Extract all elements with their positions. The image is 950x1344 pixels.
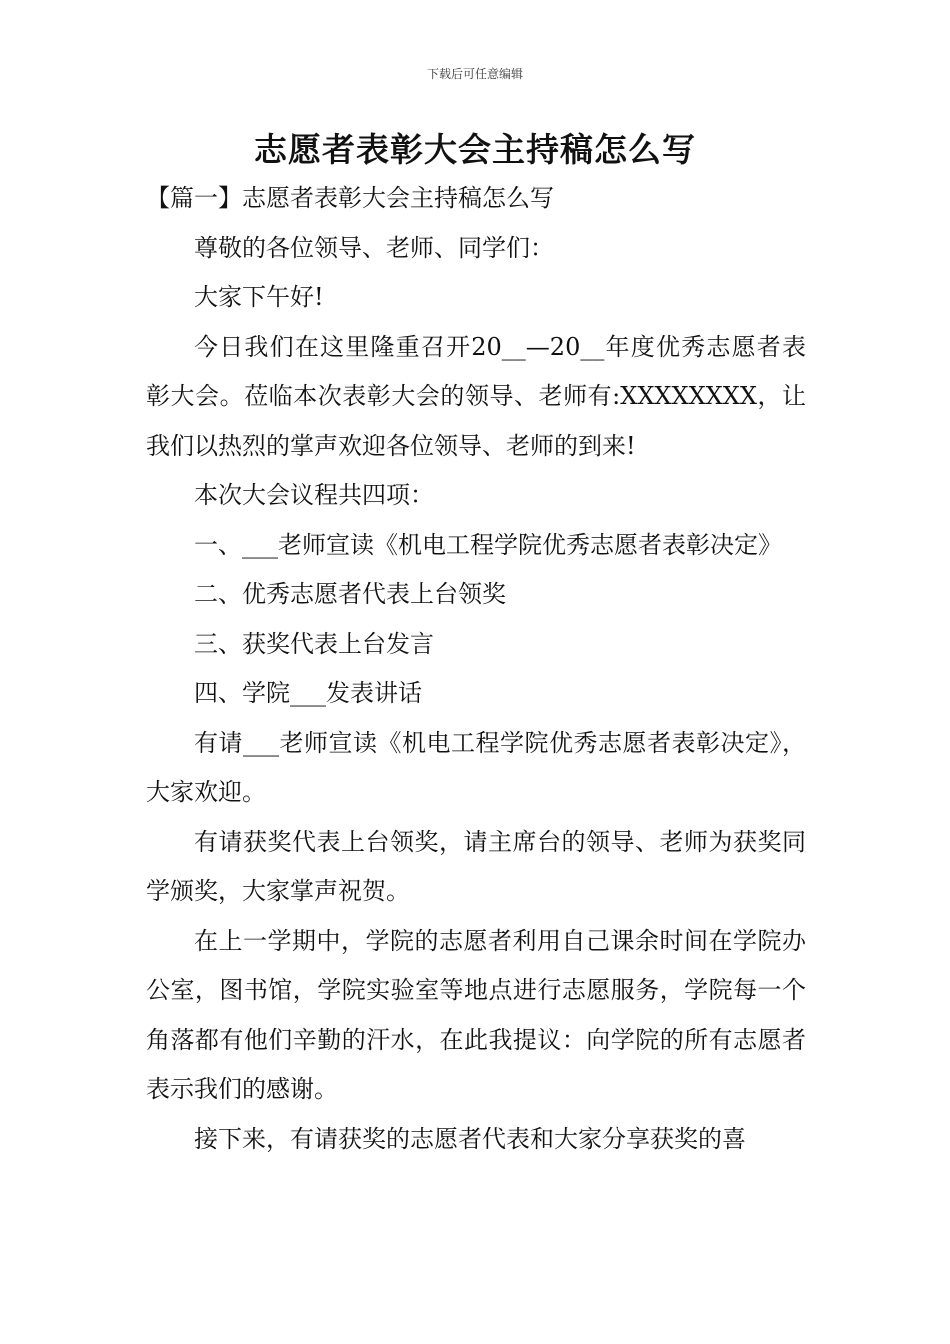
section-heading: 【篇一】志愿者表彰大会主持稿怎么写 <box>146 184 554 212</box>
paragraph-opening: 今日我们在这里隆重召开20__—20__年度优秀志愿者表彰大会。莅临本次表彰大会的领导、老师有:XXXXXXXX，让我们以热烈的掌声欢迎各位领导、老师的到来! <box>146 332 806 460</box>
header-note: 下载后可任意编辑 <box>426 67 523 81</box>
document-body <box>146 174 806 1164</box>
paragraph-hello: 大家下午好! <box>194 283 324 311</box>
paragraph-invite-award: 有请获奖代表上台领奖，请主席台的领导、老师为获奖同学颁奖，大家掌声祝贺。 <box>146 827 806 905</box>
paragraph-greeting: 尊敬的各位领导、老师、同学们： <box>194 233 554 262</box>
paragraph-invite-reading: 有请___老师宣读《机电工程学院优秀志愿者表彰决定》，大家欢迎。 <box>146 728 806 806</box>
paragraph-agenda-item-4: 四、学院___发表讲话 <box>194 679 422 707</box>
paragraph-agenda-item-1: 一、___老师宣读《机电工程学院优秀志愿者表彰决定》 <box>194 530 782 559</box>
document-title: 志愿者表彰大会主持稿怎么写 <box>254 130 696 169</box>
paragraph-agenda-item-3: 三、获奖代表上台发言 <box>194 629 434 658</box>
paragraph-next-speaker: 接下来，有请获奖的志愿者代表和大家分享获奖的喜 <box>194 1124 746 1153</box>
paragraph-agenda-item-2: 二、优秀志愿者代表上台领奖 <box>194 580 506 608</box>
paragraph-volunteer-thanks: 在上一学期中，学院的志愿者利用自己课余时间在学院办公室，图书馆，学院实验室等地点进行志愿服务，学院每一个角落都有他们辛勤的汗水，在此我提议：向学院的所有志愿者表示我们的感谢。 <box>146 926 806 1103</box>
paragraph-agenda-intro: 本次大会议程共四项： <box>194 481 434 509</box>
